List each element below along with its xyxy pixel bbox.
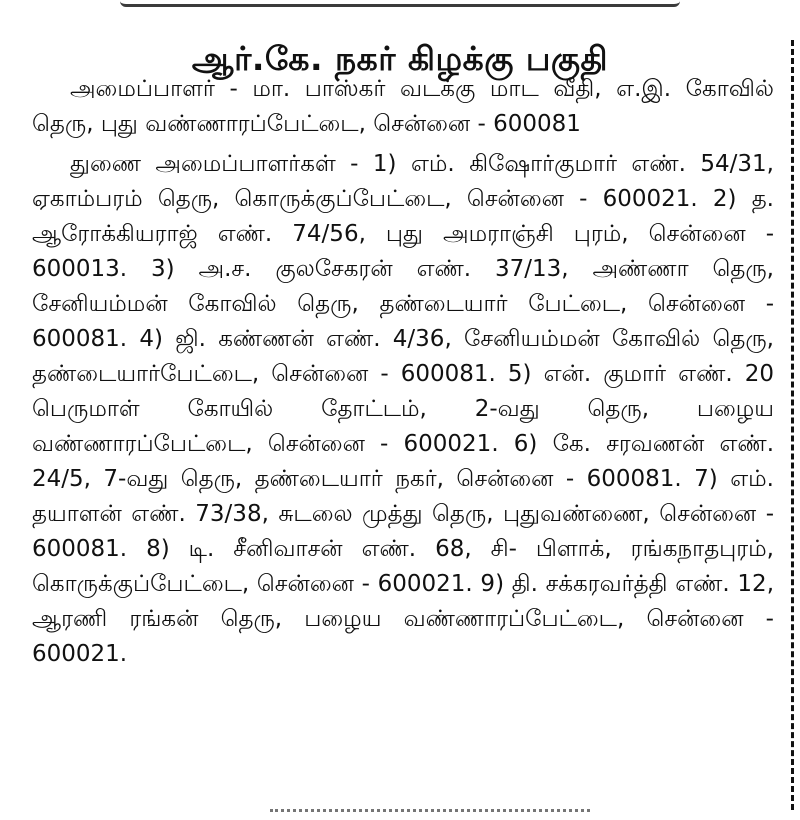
article-body — [32, 72, 774, 677]
organizer-paragraph: அமைப்பாளர் - மா. பாஸ்கர் வடக்கு மாட வீதி, எ.இ. கோவில் தெரு, புது வண்ணாரப்பேட்டை, சென்னை - 600081 — [32, 76, 774, 137]
cropped-next-line — [270, 809, 590, 820]
section-heading: ஆர்.கே. நகர் கிழக்கு பகுதி — [191, 39, 609, 79]
deputy-organizers-paragraph: துணை அமைப்பாளர்கள் - 1) எம். கிஷோர்குமார் எண். 54/31, ஏகாம்பரம் தெரு, கொருக்குப்பேட்டை, சென்னை - 600021. 2) த. ஆரோக்கியராஜ் எண். 74/56, புது அமராஞ்சி புரம், சென்னை - 600013. 3) அ.ச. குலசேகரன் எண். 37/13, அண்ணா தெரு, சேனியம்மன் கோவில் தெரு, தண்டையார் பேட்டை, சென்னை - 600081. 4) ஜி. கண்ணன் எண். 4/36, சேனியம்மன் கோவில் தெரு, தண்டையார்பேட்டை, சென்னை - 600081. 5) என். குமார் எண். 20 பெருமாள் கோயில் தோட்டம், 2-வது தெரு, பழைய வண்ணாரப்பேட்டை, சென்னை - 600021. 6) கே. சரவணன் எண். 24/5, 7-வது தெரு, தண்டையார் நகர், சென்னை - 600081. 7) எம். தயாளன் எண். 73/38, சுடலை முத்து தெரு, புதுவண்ணை, சென்னை - 600081. 8) டி. சீனிவாசன் எண். 68, சி- பிளாக், ரங்கநாதபுரம், கொருக்குப்பேட்டை, சென்னை - 600021. 9) தி. சக்கரவர்த்தி எண். 12, ஆரணி ரங்கன் தெரு, பழைய வண்ணாரப்பேட்டை, சென்னை - 600021. — [32, 151, 774, 667]
cropped-previous-line — [120, 0, 680, 7]
dashed-cut-border — [791, 40, 794, 810]
